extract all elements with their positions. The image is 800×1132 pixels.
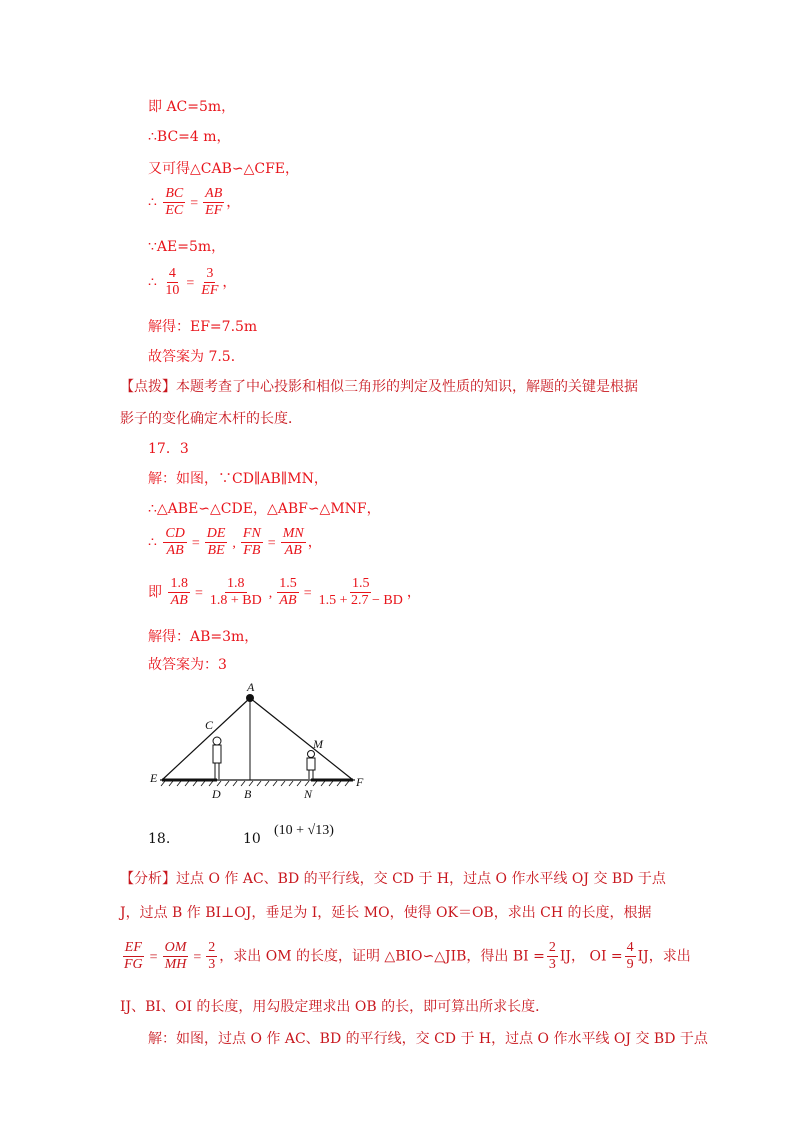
frac-den: BE bbox=[207, 543, 225, 558]
text-line-5: ∵AE=5m， bbox=[148, 239, 226, 255]
frac-num: CD bbox=[165, 526, 185, 541]
frac-den: 1.8 + BD bbox=[209, 593, 262, 608]
analysis-line-4: IJ、BI、OI 的长度，用勾股定理求出 OB 的长，即可算出所求长度． bbox=[120, 999, 550, 1015]
text-line-7: 解得：EF=7.5m bbox=[148, 319, 258, 335]
label-f: F bbox=[356, 775, 364, 789]
frac-num: 3 bbox=[206, 266, 214, 281]
frac-num: MN bbox=[282, 526, 304, 541]
frac-den: 10 bbox=[165, 283, 180, 298]
analysis-line-2: J，过点 B 作 BI⊥OJ，垂足为 I，延长 MO，使得 OK＝OB，求出 CH 的长度，根据 bbox=[120, 905, 652, 921]
text-line-13: ∴△ABE∽△CDE，△ABF∽△MNF， bbox=[148, 501, 381, 517]
frac-den: AB bbox=[279, 593, 297, 608]
frac-num: DE bbox=[206, 526, 226, 541]
label-a: A bbox=[247, 680, 255, 694]
line-af bbox=[250, 698, 353, 780]
therefore-symbol: ∴ bbox=[148, 274, 157, 291]
analysis-text: IJ，求出 bbox=[637, 948, 691, 965]
therefore-symbol: ∴ bbox=[148, 534, 157, 551]
punct: ， bbox=[307, 534, 322, 551]
label-d: D bbox=[212, 787, 221, 801]
text-line-12: 解：如图，∵CD∥AB∥MN， bbox=[148, 471, 328, 487]
frac-num: 4 bbox=[626, 940, 634, 955]
frac-den: 9 bbox=[626, 957, 634, 972]
text-line-1: 即 AC=5m， bbox=[148, 99, 236, 115]
frac-den: AB bbox=[284, 543, 302, 558]
note-line-2: 影子的变化确定木杆的长度． bbox=[120, 411, 302, 427]
frac-den: 3 bbox=[208, 957, 216, 972]
frac-den: MH bbox=[164, 957, 187, 972]
frac-num: FN bbox=[242, 526, 261, 541]
text-line-16: 解得：AB=3m， bbox=[148, 629, 259, 645]
therefore-symbol: ∴ bbox=[148, 194, 157, 211]
frac-den: EC bbox=[165, 203, 184, 218]
analysis-text: IJ， OI = bbox=[559, 948, 623, 965]
frac-den: FG bbox=[124, 957, 143, 972]
frac-num: 1.8 bbox=[227, 576, 245, 591]
equation-line-4: ∴ $\frac{BC}{EC}$ = $\frac{AB}{EF}$ ， bbox=[148, 186, 241, 218]
analysis-line-1: 【分析】过点 O 作 AC、BD 的平行线，交 CD 于 H，过点 O 作水平线 OJ 交 BD 于点 bbox=[120, 871, 666, 887]
text-line-8: 故答案为 7.5． bbox=[148, 349, 245, 365]
frac-den: AB bbox=[166, 543, 184, 558]
label-e: E bbox=[150, 771, 158, 785]
label-n: N bbox=[304, 787, 313, 801]
frac-num: BC bbox=[165, 186, 184, 201]
frac-den: FB bbox=[243, 543, 261, 558]
equation-line-15: 即 $\frac{1.8}{AB}$ = $\frac{1.8}{1.8 + BD}$ , $\frac{1.5}{AB}$ = $\frac{1.5}{1.5 + 2.7 - BD}$ ， bbox=[148, 576, 421, 608]
equation-line-6: ∴ $\frac{4}{10}$ = $\frac{3}{EF}$ ， bbox=[148, 266, 237, 298]
answer-17: 17．3 bbox=[148, 441, 189, 457]
frac-den: EF bbox=[205, 203, 223, 218]
frac-den: 1.5 + 2.7 − BD bbox=[318, 593, 403, 608]
analysis-equation-line: $\frac{EF}{FG}$ = $\frac{OM}{MH}$ = $\frac{2}{3}$ ，求出 OM 的长度，证明 △BIO∽△JIB，得出 BI = $\frac{2}{3}$ IJ， OI = $\frac{4}{9}$ IJ，求出 bbox=[124, 940, 691, 972]
punct: ， bbox=[222, 274, 237, 291]
label-m: M bbox=[313, 737, 323, 751]
frac-num: OM bbox=[164, 940, 187, 955]
solution-line-1: 解：如图，过点 O 作 AC、BD 的平行线，交 CD 于 H，过点 O 作水平线 OJ 交 BD 于点 bbox=[148, 1031, 708, 1047]
question-18-expression: (10 + √13) bbox=[274, 823, 334, 838]
text-line-2: ∴BC=4 m， bbox=[148, 129, 231, 145]
line-ae bbox=[162, 698, 250, 780]
question-18-number: 18. bbox=[148, 831, 171, 847]
frac-num: EF bbox=[124, 940, 142, 955]
note-line-1: 【点拨】本题考查了中心投影和相似三角形的判定及性质的知识，解题的关键是根据 bbox=[120, 379, 638, 395]
person-cd bbox=[213, 737, 221, 779]
frac-den: EF bbox=[201, 283, 219, 298]
ground-hatching bbox=[161, 781, 349, 786]
punct: ， bbox=[406, 584, 421, 601]
question-18-value: 10 bbox=[243, 831, 261, 847]
frac-num: 1.5 bbox=[279, 576, 297, 591]
frac-num: 1.5 bbox=[351, 576, 370, 591]
frac-den: 3 bbox=[548, 957, 556, 972]
analysis-text: ，求出 OM 的长度，证明 △BIO∽△JIB，得出 BI = bbox=[219, 948, 545, 965]
frac-num: 4 bbox=[168, 266, 176, 281]
frac-num: 2 bbox=[548, 940, 556, 955]
person-mn bbox=[307, 751, 315, 780]
geometry-figure bbox=[145, 678, 375, 803]
frac-den: AB bbox=[170, 593, 188, 608]
frac-num: AB bbox=[205, 186, 223, 201]
text-line-17: 故答案为：3 bbox=[148, 657, 227, 673]
label-c: C bbox=[205, 718, 214, 732]
equation-line-14: ∴ $\frac{CD}{AB}$ = $\frac{DE}{BE}$ , $\frac{FN}{FB}$ = $\frac{MN}{AB}$ ， bbox=[148, 526, 322, 558]
label-b: B bbox=[244, 787, 252, 801]
frac-num: 2 bbox=[208, 940, 216, 955]
frac-num: 1.8 bbox=[170, 576, 188, 591]
text-line-3: 又可得△CAB∽△CFE， bbox=[148, 161, 300, 177]
namely-word: 即 bbox=[148, 584, 162, 601]
punct: ， bbox=[226, 194, 241, 211]
light-source bbox=[246, 694, 254, 702]
